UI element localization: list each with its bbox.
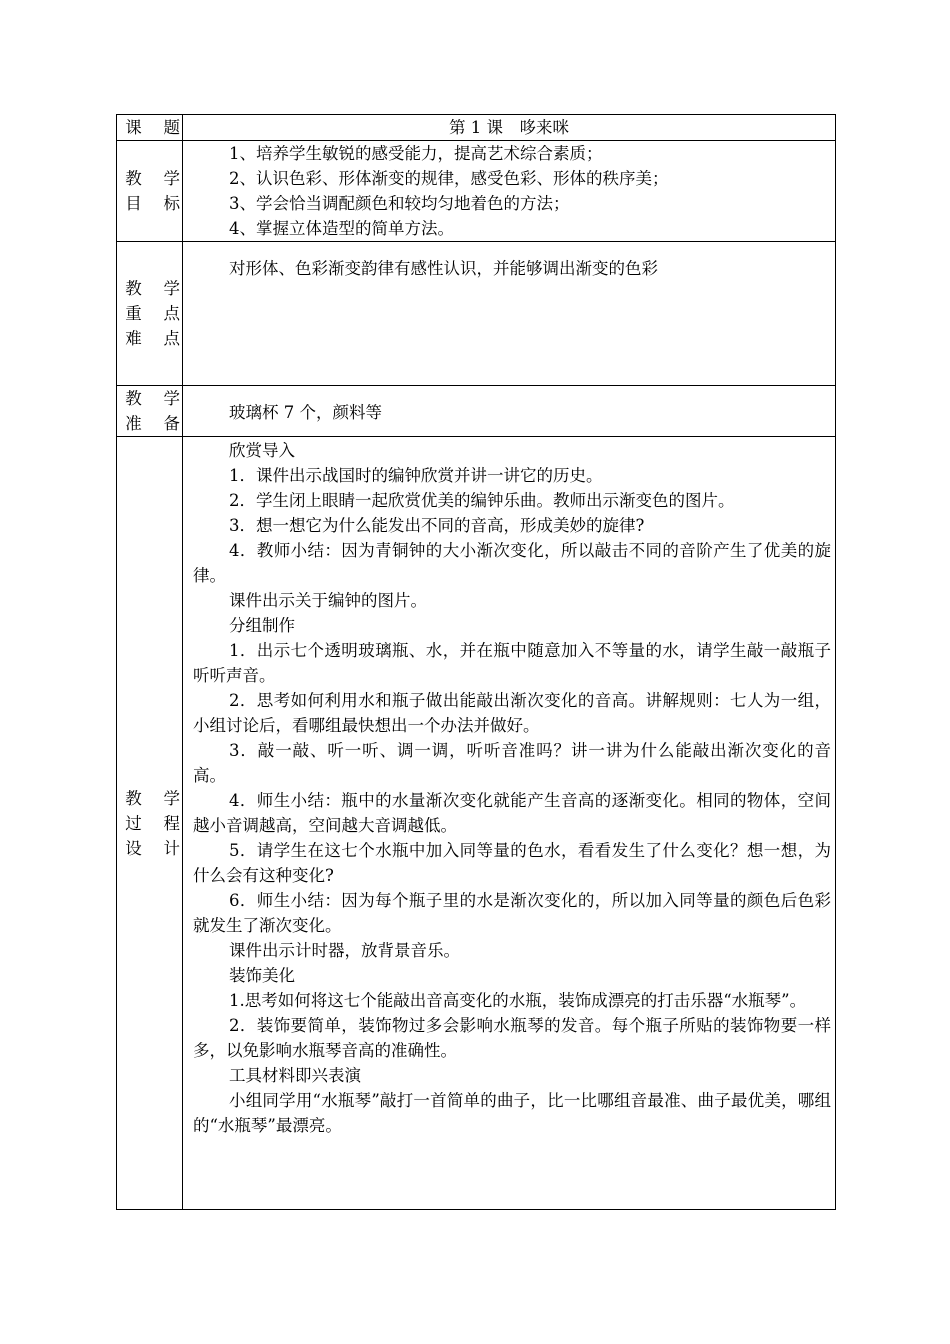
objectives-content-cell: [183, 141, 836, 242]
process-paragraph: 1.思考如何将这七个能敲出音高变化的水瓶，装饰成漂亮的打击乐器“水瓶琴”。: [229, 991, 807, 1010]
process-paragraph: 4．教师小结：因为青铜钟的大小渐次变化，所以敲击不同的音阶产生了优美的旋律。: [193, 541, 831, 585]
objectives-row: [117, 141, 836, 242]
process-paragraph: 小组同学用“水瓶琴”敲打一首简单的曲子，比一比哪组音最准、曲子最优美，哪组的“水瓶琴”最漂亮。: [193, 1091, 831, 1135]
key-points-label-cell: [117, 242, 189, 386]
process-paragraph: 2．学生闭上眼睛一起欣赏优美的编钟乐曲。教师出示渐变色的图片。: [229, 491, 735, 510]
process-label-cell: [117, 437, 189, 1210]
process-paragraph: 5．请学生在这七个水瓶中加入同等量的色水，看看发生了什么变化？想一想，为什么会有这种变化?: [193, 841, 831, 885]
process-label-line-3: 设 计: [125, 838, 189, 858]
key-points-row: [117, 242, 836, 386]
topic-label-cell: [117, 115, 189, 141]
process-label-line-2: 过 程: [125, 813, 189, 833]
objective-item-4: 4、掌握立体造型的简单方法。: [229, 219, 454, 238]
objectives-label-cell: [117, 141, 189, 242]
lesson-plan-table: [116, 114, 836, 1210]
lesson-title: 第 1 课 哆来咪: [449, 118, 569, 137]
process-paragraph: 3．敲一敲、听一听、调一调，听听音准吗？讲一讲为什么能敲出渐次变化的音高。: [193, 741, 831, 785]
preparation-row: [117, 386, 836, 437]
objective-item-2: 2、认识色彩、形体渐变的规律，感受色彩、形体的秩序美；: [229, 169, 669, 188]
topic-label: 课 题: [125, 118, 189, 137]
section-heading-decoration: 装饰美化: [229, 966, 295, 985]
key-points-label-line-1: 教 学: [125, 279, 189, 298]
preparation-text: 玻璃杯 7 个，颜料等: [229, 403, 382, 422]
process-paragraph: 3．想一想它为什么能发出不同的音高，形成美妙的旋律?: [229, 516, 645, 535]
key-points-label-line-2: 重 点: [125, 304, 189, 323]
process-content-cell: [183, 437, 836, 1210]
section-heading-appreciation: 欣赏导入: [229, 441, 295, 460]
process-paragraph: 1．出示七个透明玻璃瓶、水，并在瓶中随意加入不等量的水，请学生敲一敲瓶子听听声音。: [193, 641, 831, 685]
objectives-label-line-1: 教 学: [125, 169, 189, 188]
process-row: [117, 437, 836, 1210]
section-heading-group-work: 分组制作: [229, 616, 295, 635]
objective-item-1: 1、培养学生敏锐的感受能力，提高艺术综合素质；: [229, 144, 603, 163]
key-points-content-cell: [183, 242, 836, 386]
key-points-label-line-3: 难 点: [125, 329, 189, 348]
process-paragraph: 4．师生小结：瓶中的水量渐次变化就能产生音高的逐渐变化。相同的物体，空间越小音调越高，空间越大音调越低。: [193, 791, 831, 835]
objective-item-3: 3、学会恰当调配颜色和较均匀地着色的方法；: [229, 194, 570, 213]
key-points-text: 对形体、色彩渐变韵律有感性认识，并能够调出渐变的色彩: [229, 259, 658, 278]
topic-value-cell: [183, 115, 836, 141]
preparation-label-cell: [117, 386, 189, 437]
process-paragraph: 2．思考如何利用水和瓶子做出能敲出渐次变化的音高。讲解规则：七人为一组，小组讨论后，看哪组最快想出一个办法并做好。: [193, 691, 831, 735]
process-paragraph: 2．装饰要简单，装饰物过多会影响水瓶琴的发音。每个瓶子所贴的装饰物要一样多，以免影响水瓶琴音高的准确性。: [193, 1016, 831, 1060]
preparation-label-line-1: 教 学: [125, 389, 189, 408]
objectives-label-line-2: 目 标: [125, 194, 189, 213]
process-paragraph: 课件出示关于编钟的图片。: [229, 591, 427, 610]
preparation-content-cell: [183, 386, 836, 437]
process-paragraph: 1．课件出示战国时的编钟欣赏并讲一讲它的历史。: [229, 466, 603, 485]
process-label-line-1: 教 学: [125, 788, 189, 808]
preparation-label-line-2: 准 备: [125, 414, 189, 433]
topic-row: [117, 115, 836, 141]
process-paragraph: 课件出示计时器，放背景音乐。: [229, 941, 460, 960]
process-paragraph: 6．师生小结：因为每个瓶子里的水是渐次变化的，所以加入同等量的颜色后色彩就发生了渐次变化。: [193, 891, 831, 935]
section-heading-performance: 工具材料即兴表演: [229, 1066, 361, 1085]
